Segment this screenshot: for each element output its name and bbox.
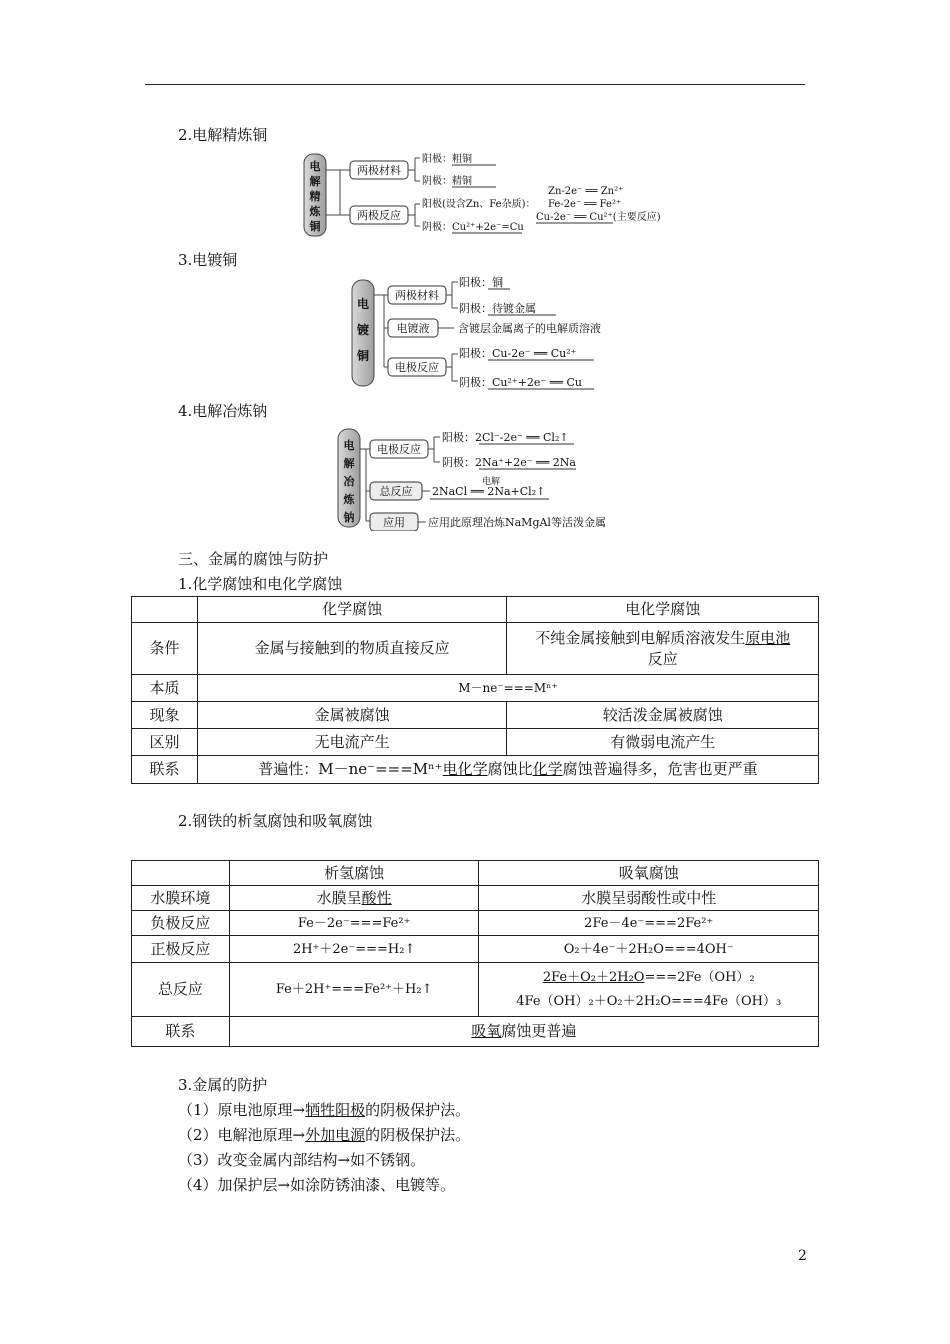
cathode-text: 阴极：Cu²⁺+2e⁻ ══ Cu (459, 376, 582, 389)
table-cell: M－ne⁻===Mⁿ⁺ (197, 675, 818, 702)
section-title-refining: 2.电解精炼铜 (178, 126, 268, 144)
row-label: 现象 (132, 702, 198, 729)
liquid-text: 含镀层金属离子的电解质溶液 (458, 322, 601, 335)
table-cell (229, 886, 479, 911)
box-label: 应用 (383, 516, 405, 529)
underlined-term: 吸氧 (471, 1022, 502, 1040)
anode-text: 阳极：铜 (459, 276, 503, 289)
pill-char: 钠 (343, 511, 355, 524)
pill-char: 解 (343, 457, 355, 470)
header-cell: 析氢腐蚀 (229, 861, 479, 886)
item-text: 的阴极保护法。 (365, 1101, 471, 1119)
table-cell (229, 1017, 818, 1047)
pill-char: 电 (309, 160, 321, 173)
table-chem-vs-electrochem (131, 596, 819, 784)
underlined-term: 牺牲阳极 (305, 1101, 366, 1119)
cell-text: 普遍性：M－ne⁻===Mⁿ⁺ (258, 760, 443, 778)
application-text: 应用此原理冶炼NaMgAl等活泼金属 (428, 516, 606, 529)
cell-text: 反应 (647, 649, 678, 668)
box-label: 电极反应 (395, 361, 439, 374)
table-cell: Fe＋2H⁺===Fe²⁺＋H₂↑ (229, 963, 479, 1017)
table-cell: 有微弱电流产生 (507, 729, 819, 756)
pill-char: 电 (356, 297, 370, 311)
header-cell: 化学腐蚀 (197, 597, 507, 623)
underlined-term: 化学 (532, 760, 563, 778)
cell-text: 腐蚀比 (487, 760, 533, 778)
cell-text: 腐蚀更普遍 (501, 1022, 577, 1040)
row-label: 联系 (132, 756, 198, 784)
table-cell: 2H⁺＋2e⁻===H₂↑ (229, 936, 479, 963)
refining-diagram (300, 150, 700, 240)
anode-text: 阳极：2Cl⁻-2e⁻ ══ Cl₂↑ (442, 431, 569, 444)
pill-char: 炼 (343, 493, 355, 506)
anode-text: 阳极：粗铜 (422, 154, 472, 165)
pill-char: 电 (343, 439, 355, 452)
protection-item (178, 1124, 470, 1145)
table-cell: O₂＋4e⁻＋2H₂O===4OH⁻ (479, 936, 819, 963)
item-text: （2）电解池原理→ (178, 1126, 306, 1144)
plating-diagram (348, 276, 648, 394)
box-label: 电极反应 (377, 443, 421, 456)
header-cell: 吸氧腐蚀 (479, 861, 819, 886)
cathode-text: 阴极：待镀金属 (459, 302, 536, 315)
section-title-plating: 3.电镀铜 (178, 251, 238, 269)
table-cell: 金属与接触到的物质直接反应 (197, 623, 507, 675)
row-label: 正极反应 (132, 936, 230, 963)
anode-text: 阳极(设含Zn、Fe杂质)： (422, 199, 536, 210)
condition-label: 电解 (482, 477, 501, 487)
cell-text: 腐蚀普遍得多，危害也更严重 (562, 760, 758, 778)
pill-char: 冶 (343, 475, 355, 488)
row-label: 联系 (132, 1017, 230, 1047)
table1-title: 1.化学腐蚀和电化学腐蚀 (178, 575, 343, 593)
protection-item: （3）改变金属内部结构→如不锈钢。 (178, 1151, 426, 1169)
box-label: 电镀液 (396, 322, 430, 335)
cathode-text: 阴极：精铜 (422, 176, 472, 187)
empty-cell (132, 597, 198, 623)
cell-text: 不纯金属接触到电解质溶液发生 (535, 628, 746, 647)
box-label: 两极材料 (357, 164, 401, 177)
table-hydrogen-vs-oxygen (131, 860, 819, 1047)
header-cell: 电化学腐蚀 (507, 597, 819, 623)
protection-item: （4）加保护层→如涂防锈油漆、电镀等。 (178, 1176, 456, 1194)
box-label: 两极材料 (395, 289, 439, 302)
cell-text: 4Fe（OH）₂＋O₂＋2H₂O===4Fe（OH）₃ (516, 993, 782, 1009)
cathode-text: 阴极：2Na⁺+2e⁻ ══ 2Na (442, 456, 576, 469)
table2-title: 2.钢铁的析氢腐蚀和吸氧腐蚀 (178, 812, 373, 830)
sodium-diagram (334, 425, 654, 531)
underlined-term: 酸性 (361, 888, 392, 907)
equation-fe: Fe-2e⁻ ══ Fe²⁺ (548, 199, 622, 210)
pill-char: 铜 (309, 220, 321, 233)
equation-zn: Zn-2e⁻ ══ Zn²⁺ (548, 186, 624, 197)
protection-title: 3.金属的防护 (178, 1076, 268, 1094)
cell-text: 水膜呈 (316, 888, 362, 907)
table-cell: Fe－2e⁻===Fe²⁺ (229, 911, 479, 936)
page-number: 2 (798, 1248, 807, 1264)
row-label: 本质 (132, 675, 198, 702)
section-title-sodium: 4.电解冶炼钠 (178, 402, 268, 420)
box-label: 总反应 (379, 485, 413, 498)
row-label: 区别 (132, 729, 198, 756)
equation-cu: Cu-2e⁻ ══ Cu²⁺(主要反应) (536, 212, 661, 223)
table-cell (507, 623, 819, 675)
pill-char: 精 (309, 190, 321, 203)
row-label: 总反应 (132, 963, 230, 1017)
cathode-text: 阴极：Cu²⁺+2e⁻=Cu (422, 222, 524, 233)
pill-char: 铜 (356, 349, 370, 363)
pill-char: 炼 (309, 205, 321, 218)
item-text: 的阴极保护法。 (365, 1126, 471, 1144)
table-cell (197, 756, 818, 784)
row-label: 负极反应 (132, 911, 230, 936)
table-cell (479, 963, 819, 1017)
pill-char: 解 (309, 175, 321, 188)
table-cell: 较活泼金属被腐蚀 (507, 702, 819, 729)
underlined-term: 原电池 (745, 628, 791, 647)
row-label: 条件 (132, 623, 198, 675)
underlined-term: 电化学 (442, 760, 488, 778)
table-cell: 无电流产生 (197, 729, 507, 756)
underlined-term: 外加电源 (305, 1126, 366, 1144)
table-cell: 2Fe－4e⁻===2Fe²⁺ (479, 911, 819, 936)
header-rule (145, 84, 805, 85)
anode-text: 阳极：Cu-2e⁻ ══ Cu²⁺ (459, 347, 577, 360)
total-equation: 2NaCl ══ 2Na+Cl₂↑ (432, 485, 546, 498)
table-cell: 水膜呈弱酸性或中性 (479, 886, 819, 911)
cell-text: ===2Fe（OH）₂ (644, 969, 755, 985)
table-cell: 金属被腐蚀 (197, 702, 507, 729)
row-label: 水膜环境 (132, 886, 230, 911)
part-title-corrosion: 三、金属的腐蚀与防护 (178, 550, 329, 568)
box-label: 两极反应 (357, 209, 401, 222)
item-text: （1）原电池原理→ (178, 1101, 306, 1119)
underlined-equation: 2Fe＋O₂＋2H₂O (542, 969, 645, 985)
pill-char: 镀 (356, 323, 370, 337)
protection-item (178, 1099, 470, 1120)
empty-cell (132, 861, 230, 886)
